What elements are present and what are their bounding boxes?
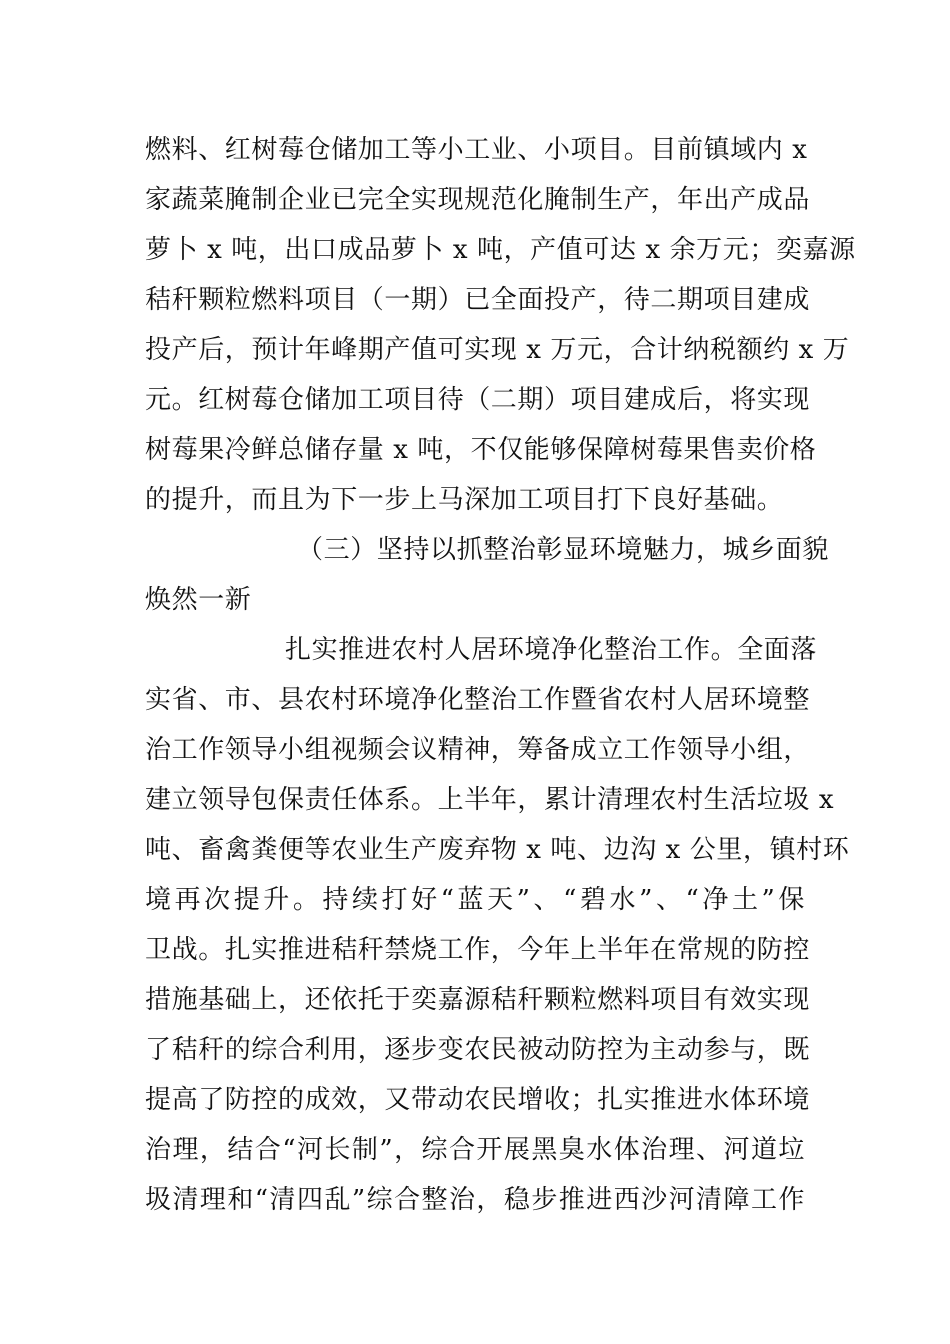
section-heading: （三）坚持以抓整治彰显环境魅力，城乡面貌 xyxy=(297,535,830,565)
text-line: 卫战。扎实推进秸秆禁烧工作，今年上半年在常规的防控 xyxy=(145,935,811,965)
text-line: 措施基础上，还依托于奕嘉源秸秆颗粒燃料项目有效实现 xyxy=(145,985,811,1015)
text-line: 投产后，预计年峰期产值可实现 x 万元，合计纳税额约 x 万 xyxy=(145,335,850,365)
text-line: 了秸秆的综合利用，逐步变农民被动防控为主动参与，既 xyxy=(145,1035,811,1065)
text-line: 圾清理和“清四乱”综合整治，稳步推进西沙河清障工作 xyxy=(145,1185,805,1215)
text-line: 元。红树莓仓储加工项目待（二期）项目建成后，将实现 xyxy=(145,385,811,415)
text-line: 吨、畜禽粪便等农业生产废弃物 x 吨、边沟 x 公里，镇村环 xyxy=(145,835,850,865)
text-line: 提高了防控的成效，又带动农民增收；扎实推进水体环境 xyxy=(145,1085,811,1115)
text-line: 树莓果冷鲜总储存量 x 吨，不仅能够保障树莓果售卖价格 xyxy=(145,435,817,465)
text-line: 扎实推进农村人居环境净化整治工作。全面落 xyxy=(285,635,818,665)
section-heading-continued: 焕然一新 xyxy=(145,585,252,615)
text-line: 治工作领导小组视频会议精神，筹备成立工作领导小组， xyxy=(145,735,811,765)
text-line: 实省、市、县农村环境净化整治工作暨省农村人居环境整 xyxy=(145,685,811,715)
text-line: 境再次提升。持续打好“蓝天”、“碧水”、“净土”保 xyxy=(145,885,805,915)
text-line: 家蔬菜腌制企业已完全实现规范化腌制生产，年出产成品 xyxy=(145,185,811,215)
text-line: 建立领导包保责任体系。上半年，累计清理农村生活垃圾 x xyxy=(145,785,835,815)
text-line: 萝卜 x 吨，出口成品萝卜 x 吨，产值可达 x 余万元；奕嘉源 xyxy=(145,235,856,265)
text-line: 的提升，而且为下一步上马深加工项目打下良好基础。 xyxy=(145,485,784,515)
text-line: 燃料、红树莓仓储加工等小工业、小项目。目前镇域内 x xyxy=(145,135,808,165)
text-line: 秸秆颗粒燃料项目（一期）已全面投产，待二期项目建成 xyxy=(145,285,811,315)
text-line: 治理，结合“河长制”，综合开展黑臭水体治理、河道垃 xyxy=(145,1135,805,1165)
